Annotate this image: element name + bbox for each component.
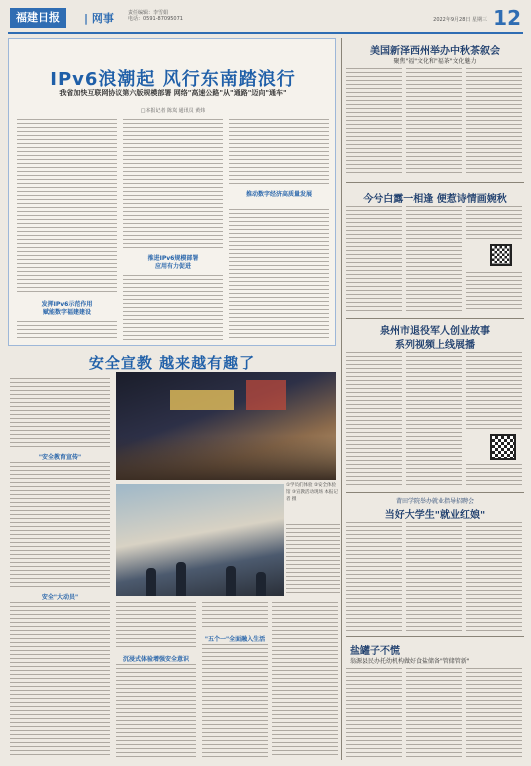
story-5-text-col-2: [406, 668, 462, 758]
column-name: | 网事: [84, 12, 114, 25]
safety-col-2-text-b: [116, 664, 196, 758]
lead-col-2-text-b: [123, 275, 223, 341]
lead-subhead-2: 推进IPv6规模部署 应用有力促进: [147, 255, 199, 270]
story-divider: [346, 182, 524, 183]
story-2-text-col-3: [466, 206, 522, 240]
story-1-text-col-2: [406, 68, 462, 176]
safety-col-1-text-c: [10, 602, 110, 758]
safety-col-3-text: [202, 602, 268, 630]
lead-col-3-text: [229, 119, 329, 185]
photo-person: [176, 562, 186, 596]
story-2-text-col-1: [346, 206, 402, 312]
story-1-headline: 美国新泽西州举办中秋茶叙会: [370, 46, 500, 57]
safety-subhead-4: "五个一"全面融入生活: [204, 636, 266, 643]
story-divider: [346, 492, 524, 493]
story-divider: [346, 318, 524, 319]
story-divider: [346, 636, 524, 637]
story-3-headline-2: 系列视频上线展播: [395, 340, 475, 351]
photo-caption: ①学员们体验 ②安全体验馆 ③宣教活动现场 本报记者 摄: [286, 483, 338, 502]
story-4-headline: 当好大学生"就业红娘": [384, 510, 486, 521]
qr-code-icon: [490, 434, 516, 460]
masthead: [8, 6, 523, 34]
safety-col-2-text: [116, 602, 196, 650]
column-divider: [341, 38, 342, 760]
safety-photo-night: [116, 372, 336, 480]
story-4-text-col-2: [406, 522, 462, 632]
safety-subhead-2: 安全"大动员": [41, 594, 79, 601]
lead-story: [8, 38, 336, 346]
safety-headline: 安全宣教 越来越有趣了: [88, 354, 256, 372]
editor-info: 责任编辑：李雪娟 电话：0591-87095071: [128, 10, 183, 22]
story-2-text-col-2: [406, 206, 462, 312]
photo-crowd: [116, 436, 336, 480]
lead-subhead-3: 推动数字经济高质量发展: [245, 191, 312, 198]
lead-headline: IPv6浪潮起 风行东南踏浪行: [50, 69, 296, 90]
lead-col-3-text-b: [229, 209, 329, 341]
story-5-text-col-3: [466, 668, 522, 758]
lead-col-1-text-b: [17, 321, 117, 341]
story-1-text-col-3: [466, 68, 522, 176]
safety-col-4-text: [272, 602, 338, 758]
story-3-text-col-2: [406, 352, 462, 486]
story-4-kicker: 莆田学院举办就业指导招聘会: [395, 498, 474, 505]
story-5-text-col-1: [346, 668, 402, 758]
safety-subhead-3: 沉浸式体验增强安全意识: [122, 656, 189, 663]
story-1-subheadline: 聚焦"福"文化和"福茶"文化魅力: [393, 58, 477, 65]
publication-date: 2022年9月28日 星期三: [433, 17, 487, 23]
safety-col-1-text-b: [10, 462, 110, 588]
safety-col-side-text: [286, 524, 340, 596]
photo-banner: [246, 380, 286, 410]
newspaper-logo: 福建日报: [10, 8, 66, 28]
lead-subheadline: 我省加快互联网协议第六版规模部署 网络"高速公路"从"通路"迈向"通车": [59, 89, 287, 97]
photo-person: [226, 566, 236, 596]
story-2-headline: 今兮白露一相逢 便惹诗情画婉秋: [363, 194, 507, 205]
story-3-text-col-1: [346, 352, 402, 486]
photo-person: [146, 568, 156, 596]
lead-col-2-text: [123, 119, 223, 249]
photo-person: [256, 572, 266, 596]
safety-subhead-1: "安全教育宣传": [38, 454, 82, 461]
page-number: 12: [493, 6, 521, 30]
story-4-text-col-1: [346, 522, 402, 632]
qr-code-icon: [490, 244, 512, 266]
safety-col-1-text: [10, 378, 110, 448]
lead-byline: □本报记者 陈岚 通讯员 黄炜: [140, 108, 206, 114]
safety-photo-exhibit: [116, 484, 284, 596]
story-2-text-col-3b: [466, 272, 522, 312]
photo-sign: [170, 390, 234, 410]
story-5-subheadline: 翁源县民办托幼机构做好食盐储备"管储管新": [350, 658, 470, 665]
lead-col-1-text: [17, 119, 117, 295]
lead-subhead-1: 发挥IPv6示范作用 赋能数字福建建设: [41, 301, 93, 316]
story-1-text-col-1: [346, 68, 402, 176]
story-3-text-col-3: [466, 352, 522, 430]
story-4-text-col-3: [466, 522, 522, 632]
story-3-text-col-3b: [466, 464, 522, 486]
story-3-headline: 泉州市退役军人创业故事: [380, 326, 490, 337]
safety-col-3-text-b: [202, 644, 268, 758]
story-5-headline: 盐罐子不慌: [350, 646, 400, 657]
